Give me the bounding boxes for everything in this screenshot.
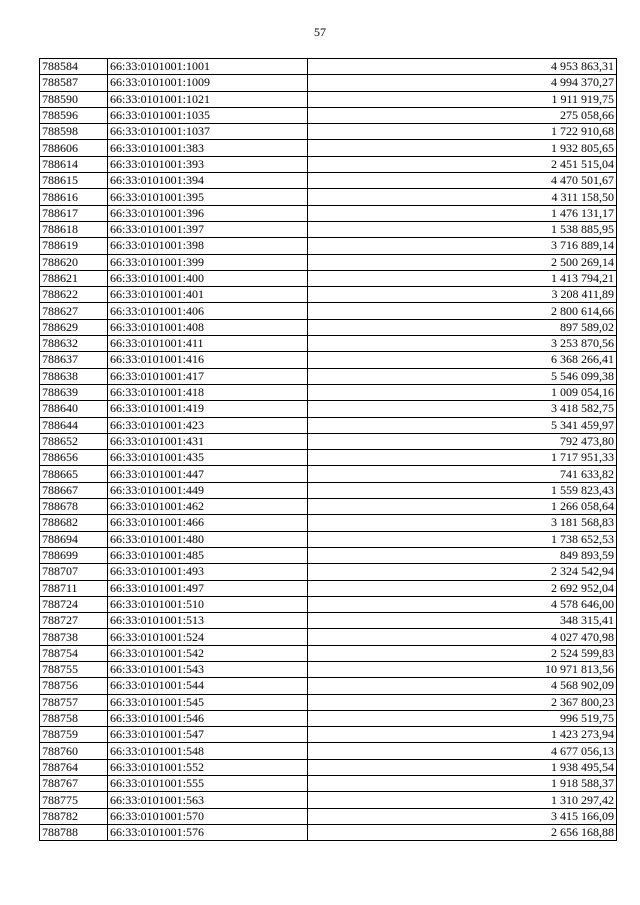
cadastral-value-cell: 4 578 646,00 xyxy=(308,596,617,612)
cadastral-value-cell: 996 519,75 xyxy=(308,710,617,726)
cadastral-value-cell: 2 524 599,83 xyxy=(308,645,617,661)
cadastral-number-cell: 66:33:0101001:547 xyxy=(108,727,308,743)
row-id-cell: 788788 xyxy=(40,824,108,840)
row-id-cell: 788757 xyxy=(40,694,108,710)
table-row xyxy=(40,580,617,596)
row-id-cell: 788754 xyxy=(40,645,108,661)
cadastral-value-cell: 2 451 515,04 xyxy=(308,156,617,172)
row-id-cell: 788775 xyxy=(40,792,108,808)
cadastral-number-cell: 66:33:0101001:1021 xyxy=(108,91,308,107)
row-id-cell: 788738 xyxy=(40,629,108,645)
table-row xyxy=(40,759,617,775)
cadastral-number-cell: 66:33:0101001:411 xyxy=(108,336,308,352)
cadastral-value-cell: 4 953 863,31 xyxy=(308,59,617,75)
cadastral-number-cell: 66:33:0101001:423 xyxy=(108,417,308,433)
row-id-cell: 788596 xyxy=(40,107,108,123)
cadastral-number-cell: 66:33:0101001:408 xyxy=(108,319,308,335)
cadastral-number-cell: 66:33:0101001:546 xyxy=(108,710,308,726)
registry-table-body xyxy=(40,59,617,841)
cadastral-number-cell: 66:33:0101001:542 xyxy=(108,645,308,661)
row-id-cell: 788764 xyxy=(40,759,108,775)
table-row xyxy=(40,156,617,172)
cadastral-number-cell: 66:33:0101001:1001 xyxy=(108,59,308,75)
cadastral-value-cell: 3 418 582,75 xyxy=(308,401,617,417)
cadastral-number-cell: 66:33:0101001:401 xyxy=(108,287,308,303)
table-row xyxy=(40,368,617,384)
cadastral-number-cell: 66:33:0101001:383 xyxy=(108,140,308,156)
row-id-cell: 788618 xyxy=(40,221,108,237)
row-id-cell: 788711 xyxy=(40,580,108,596)
table-row xyxy=(40,482,617,498)
table-row xyxy=(40,694,617,710)
cadastral-number-cell: 66:33:0101001:480 xyxy=(108,531,308,547)
cadastral-number-cell: 66:33:0101001:400 xyxy=(108,270,308,286)
cadastral-value-cell: 1 476 131,17 xyxy=(308,205,617,221)
table-row xyxy=(40,401,617,417)
row-id-cell: 788699 xyxy=(40,547,108,563)
table-row xyxy=(40,238,617,254)
cadastral-value-cell: 5 546 099,38 xyxy=(308,368,617,384)
table-row xyxy=(40,499,617,515)
row-id-cell: 788617 xyxy=(40,205,108,221)
cadastral-number-cell: 66:33:0101001:447 xyxy=(108,466,308,482)
table-row xyxy=(40,140,617,156)
cadastral-value-cell: 4 470 501,67 xyxy=(308,173,617,189)
cadastral-number-cell: 66:33:0101001:545 xyxy=(108,694,308,710)
cadastral-number-cell: 66:33:0101001:555 xyxy=(108,776,308,792)
cadastral-value-cell: 1 911 919,75 xyxy=(308,91,617,107)
table-row xyxy=(40,678,617,694)
cadastral-value-cell: 1 538 885,95 xyxy=(308,221,617,237)
row-id-cell: 788755 xyxy=(40,661,108,677)
cadastral-number-cell: 66:33:0101001:399 xyxy=(108,254,308,270)
cadastral-value-cell: 2 692 952,04 xyxy=(308,580,617,596)
cadastral-number-cell: 66:33:0101001:552 xyxy=(108,759,308,775)
cadastral-number-cell: 66:33:0101001:510 xyxy=(108,596,308,612)
table-row xyxy=(40,254,617,270)
row-id-cell: 788620 xyxy=(40,254,108,270)
cadastral-number-cell: 66:33:0101001:548 xyxy=(108,743,308,759)
row-id-cell: 788632 xyxy=(40,336,108,352)
row-id-cell: 788629 xyxy=(40,319,108,335)
cadastral-value-cell: 4 568 902,09 xyxy=(308,678,617,694)
cadastral-value-cell: 1 559 823,43 xyxy=(308,482,617,498)
row-id-cell: 788638 xyxy=(40,368,108,384)
row-id-cell: 788758 xyxy=(40,710,108,726)
row-id-cell: 788637 xyxy=(40,352,108,368)
table-row xyxy=(40,450,617,466)
row-id-cell: 788756 xyxy=(40,678,108,694)
table-row xyxy=(40,515,617,531)
cadastral-number-cell: 66:33:0101001:449 xyxy=(108,482,308,498)
registry-table xyxy=(39,58,617,841)
cadastral-number-cell: 66:33:0101001:416 xyxy=(108,352,308,368)
row-id-cell: 788619 xyxy=(40,238,108,254)
cadastral-value-cell: 10 971 813,56 xyxy=(308,661,617,677)
table-row xyxy=(40,808,617,824)
row-id-cell: 788652 xyxy=(40,433,108,449)
cadastral-value-cell: 5 341 459,97 xyxy=(308,417,617,433)
table-row xyxy=(40,417,617,433)
table-row xyxy=(40,59,617,75)
cadastral-number-cell: 66:33:0101001:396 xyxy=(108,205,308,221)
cadastral-number-cell: 66:33:0101001:394 xyxy=(108,173,308,189)
cadastral-number-cell: 66:33:0101001:466 xyxy=(108,515,308,531)
row-id-cell: 788782 xyxy=(40,808,108,824)
cadastral-number-cell: 66:33:0101001:1037 xyxy=(108,124,308,140)
row-id-cell: 788644 xyxy=(40,417,108,433)
cadastral-value-cell: 792 473,80 xyxy=(308,433,617,449)
cadastral-value-cell: 2 800 614,66 xyxy=(308,303,617,319)
cadastral-number-cell: 66:33:0101001:570 xyxy=(108,808,308,824)
cadastral-value-cell: 4 677 056,13 xyxy=(308,743,617,759)
table-row xyxy=(40,91,617,107)
row-id-cell: 788598 xyxy=(40,124,108,140)
row-id-cell: 788640 xyxy=(40,401,108,417)
table-row xyxy=(40,466,617,482)
row-id-cell: 788614 xyxy=(40,156,108,172)
row-id-cell: 788656 xyxy=(40,450,108,466)
cadastral-number-cell: 66:33:0101001:563 xyxy=(108,792,308,808)
cadastral-number-cell: 66:33:0101001:397 xyxy=(108,221,308,237)
cadastral-number-cell: 66:33:0101001:493 xyxy=(108,564,308,580)
table-row xyxy=(40,107,617,123)
cadastral-value-cell: 348 315,41 xyxy=(308,613,617,629)
row-id-cell: 788727 xyxy=(40,613,108,629)
row-id-cell: 788724 xyxy=(40,596,108,612)
cadastral-value-cell: 1 266 058,64 xyxy=(308,499,617,515)
table-row xyxy=(40,564,617,580)
cadastral-value-cell: 1 918 588,37 xyxy=(308,776,617,792)
row-id-cell: 788682 xyxy=(40,515,108,531)
cadastral-value-cell: 1 717 951,33 xyxy=(308,450,617,466)
table-row xyxy=(40,384,617,400)
cadastral-value-cell: 1 938 495,54 xyxy=(308,759,617,775)
cadastral-number-cell: 66:33:0101001:544 xyxy=(108,678,308,694)
table-row xyxy=(40,596,617,612)
table-row xyxy=(40,270,617,286)
table-row xyxy=(40,221,617,237)
cadastral-value-cell: 275 058,66 xyxy=(308,107,617,123)
cadastral-value-cell: 897 589,02 xyxy=(308,319,617,335)
table-row xyxy=(40,205,617,221)
cadastral-number-cell: 66:33:0101001:393 xyxy=(108,156,308,172)
row-id-cell: 788759 xyxy=(40,727,108,743)
row-id-cell: 788678 xyxy=(40,499,108,515)
cadastral-value-cell: 2 367 800,23 xyxy=(308,694,617,710)
cadastral-value-cell: 4 311 158,50 xyxy=(308,189,617,205)
cadastral-number-cell: 66:33:0101001:462 xyxy=(108,499,308,515)
table-row xyxy=(40,613,617,629)
cadastral-value-cell: 3 208 411,89 xyxy=(308,287,617,303)
row-id-cell: 788694 xyxy=(40,531,108,547)
cadastral-number-cell: 66:33:0101001:1009 xyxy=(108,75,308,91)
cadastral-value-cell: 1 423 273,94 xyxy=(308,727,617,743)
row-id-cell: 788667 xyxy=(40,482,108,498)
table-row xyxy=(40,727,617,743)
cadastral-value-cell: 1 722 910,68 xyxy=(308,124,617,140)
table-row xyxy=(40,629,617,645)
table-row xyxy=(40,287,617,303)
row-id-cell: 788621 xyxy=(40,270,108,286)
row-id-cell: 788707 xyxy=(40,564,108,580)
table-row xyxy=(40,352,617,368)
cadastral-number-cell: 66:33:0101001:524 xyxy=(108,629,308,645)
cadastral-number-cell: 66:33:0101001:418 xyxy=(108,384,308,400)
table-row xyxy=(40,319,617,335)
cadastral-number-cell: 66:33:0101001:435 xyxy=(108,450,308,466)
table-row xyxy=(40,75,617,91)
cadastral-value-cell: 741 633,82 xyxy=(308,466,617,482)
cadastral-number-cell: 66:33:0101001:398 xyxy=(108,238,308,254)
row-id-cell: 788590 xyxy=(40,91,108,107)
cadastral-number-cell: 66:33:0101001:431 xyxy=(108,433,308,449)
cadastral-value-cell: 2 500 269,14 xyxy=(308,254,617,270)
row-id-cell: 788767 xyxy=(40,776,108,792)
table-row xyxy=(40,824,617,840)
row-id-cell: 788760 xyxy=(40,743,108,759)
cadastral-value-cell: 4 994 370,27 xyxy=(308,75,617,91)
cadastral-value-cell: 1 932 805,65 xyxy=(308,140,617,156)
row-id-cell: 788616 xyxy=(40,189,108,205)
cadastral-number-cell: 66:33:0101001:395 xyxy=(108,189,308,205)
row-id-cell: 788606 xyxy=(40,140,108,156)
row-id-cell: 788627 xyxy=(40,303,108,319)
cadastral-value-cell: 3 181 568,83 xyxy=(308,515,617,531)
table-row xyxy=(40,743,617,759)
row-id-cell: 788639 xyxy=(40,384,108,400)
cadastral-number-cell: 66:33:0101001:485 xyxy=(108,547,308,563)
cadastral-number-cell: 66:33:0101001:513 xyxy=(108,613,308,629)
row-id-cell: 788665 xyxy=(40,466,108,482)
table-row xyxy=(40,189,617,205)
table-row xyxy=(40,173,617,189)
cadastral-value-cell: 2 324 542,94 xyxy=(308,564,617,580)
cadastral-value-cell: 1 310 297,42 xyxy=(308,792,617,808)
table-row xyxy=(40,547,617,563)
row-id-cell: 788587 xyxy=(40,75,108,91)
table-row xyxy=(40,710,617,726)
table-row xyxy=(40,336,617,352)
cadastral-value-cell: 3 716 889,14 xyxy=(308,238,617,254)
cadastral-number-cell: 66:33:0101001:543 xyxy=(108,661,308,677)
table-row xyxy=(40,661,617,677)
cadastral-number-cell: 66:33:0101001:419 xyxy=(108,401,308,417)
cadastral-value-cell: 1 009 054,16 xyxy=(308,384,617,400)
cadastral-number-cell: 66:33:0101001:1035 xyxy=(108,107,308,123)
cadastral-value-cell: 1 738 652,53 xyxy=(308,531,617,547)
cadastral-number-cell: 66:33:0101001:497 xyxy=(108,580,308,596)
cadastral-number-cell: 66:33:0101001:576 xyxy=(108,824,308,840)
table-row xyxy=(40,433,617,449)
cadastral-value-cell: 849 893,59 xyxy=(308,547,617,563)
table-row xyxy=(40,531,617,547)
row-id-cell: 788615 xyxy=(40,173,108,189)
cadastral-value-cell: 3 253 870,56 xyxy=(308,336,617,352)
cadastral-value-cell: 6 368 266,41 xyxy=(308,352,617,368)
table-row xyxy=(40,645,617,661)
cadastral-number-cell: 66:33:0101001:406 xyxy=(108,303,308,319)
table-row xyxy=(40,303,617,319)
table-row xyxy=(40,792,617,808)
table-row xyxy=(40,776,617,792)
cadastral-value-cell: 1 413 794,21 xyxy=(308,270,617,286)
row-id-cell: 788584 xyxy=(40,59,108,75)
cadastral-value-cell: 4 027 470,98 xyxy=(308,629,617,645)
cadastral-number-cell: 66:33:0101001:417 xyxy=(108,368,308,384)
page-number: 57 xyxy=(314,25,326,39)
table-row xyxy=(40,124,617,140)
cadastral-value-cell: 2 656 168,88 xyxy=(308,824,617,840)
row-id-cell: 788622 xyxy=(40,287,108,303)
cadastral-value-cell: 3 415 166,09 xyxy=(308,808,617,824)
